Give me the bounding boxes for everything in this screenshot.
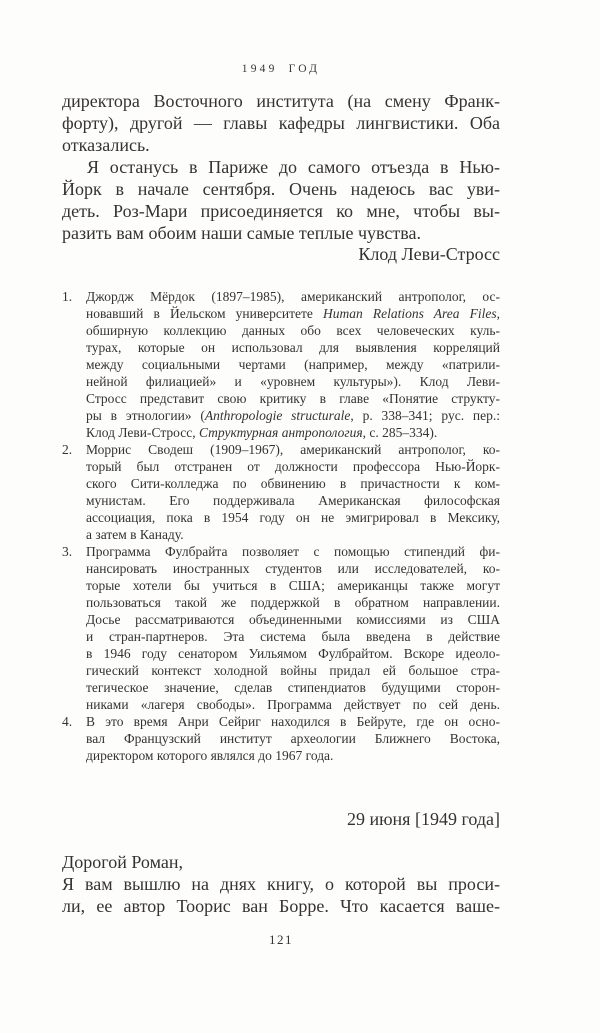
footnote-text — [86, 543, 500, 713]
text-line: Клод Леви-Стросс, Структурная антропология, с. 285–334). — [86, 425, 438, 440]
text-line: торые хотели бы учиться в США; американцы также могут — [86, 578, 500, 593]
text-line: директором которого являлся до 1967 года. — [86, 748, 334, 763]
running-head: 1949 ГОД — [241, 63, 321, 75]
text-line: между социальными чертами (например, между «патрили- — [86, 357, 500, 372]
footnote-text — [86, 441, 500, 543]
text-line: мунистам. Его поддерживала Американская философская — [86, 493, 500, 508]
text-line: Джордж Мёрдок (1897–1985), американский антрополог, ос- — [86, 289, 500, 304]
letter-date: 29 июня [1949 года] — [346, 809, 500, 829]
text-line: отказались. — [62, 135, 150, 155]
text-line: разить вам обоим наши самые теплые чувства. — [62, 223, 422, 243]
text-line: гический контекст холодной войны придал ей большое стра- — [86, 663, 500, 678]
footnote-number: 3. — [62, 544, 73, 559]
text-line: вал Французский институт археологии Ближнего Востока, — [86, 731, 500, 746]
text-line: директора Восточного института (на смену Франк- — [62, 91, 500, 111]
text-line: деть. Роз-Мари присоединяется ко мне, чтобы вы- — [62, 201, 500, 221]
text-line: ры в этнологии» (Anthropologie structurale, p. 338–341; рус. пер.: — [86, 408, 500, 423]
text-line: никами «лагеря свободы». Программа действует по сей день. — [86, 697, 500, 712]
text-line: тегическое значение, сделав стипендиатов будущими сторон- — [86, 680, 500, 695]
text-line: Досье рассматриваются объединенными комиссиями из США — [86, 612, 500, 627]
text-line: Йорк в начале сентября. Очень надеюсь вас уви- — [62, 179, 500, 199]
text-line: в 1946 году сенатором Уильямом Фулбрайтом. Вскоре идеоло- — [86, 646, 500, 661]
footnote — [62, 543, 500, 713]
footnote — [62, 441, 500, 543]
text-line: а затем в Канаду. — [86, 527, 184, 542]
footnote-text — [86, 288, 500, 441]
text-line: ского Сити-колледжа по обвинению в причастности к ком- — [86, 476, 500, 491]
text-line: В это время Анри Сейриг находился в Бейруте, где он осно- — [86, 714, 500, 729]
text-line: пользоваться такой же поддержкой в обратном направлении. — [86, 595, 500, 610]
footnote — [62, 713, 500, 764]
footnote-number: 1. — [62, 289, 73, 304]
text-line: Моррис Сводеш (1909–1967), американский антрополог, ко- — [86, 442, 500, 457]
footnote-number: 2. — [62, 442, 73, 457]
footnote-text — [86, 713, 500, 764]
footnotes — [62, 288, 500, 764]
text-line: Я останусь в Париже до самого отъезда в Нью- — [87, 157, 500, 177]
second-letter — [62, 851, 500, 917]
signature: Клод Леви-Стросс — [358, 244, 500, 264]
text-line: нансировать иностранных студентов или исследователей, ко- — [86, 561, 500, 576]
letter-paragraph — [62, 156, 500, 244]
text-line: нейной филиацией» и «уровнем культуры»). Клод Леви- — [86, 374, 500, 389]
second-letter-text — [62, 873, 500, 917]
text-line: ли, ее автор Тоорис ван Борре. Что касается ваше- — [62, 896, 500, 916]
text-line: новавший в Йельском университете Human Relations Area Files, — [86, 306, 500, 321]
page-number: 121 — [269, 932, 293, 947]
text-line: Программа Фулбрайта позволяет с помощью стипендий фи- — [86, 544, 500, 559]
letter-paragraph — [62, 90, 500, 156]
footnote-number: 4. — [62, 714, 73, 729]
text-line: обширную коллекцию данных обо всех человеческих куль- — [86, 323, 500, 338]
text-line: и стран-партнеров. Эта система была введена в действие — [86, 629, 500, 644]
text-line: турах, которые он использовал для выявления корреляций — [86, 340, 500, 355]
text-line: форту), другой — главы кафедры лингвистики. Оба — [62, 113, 500, 133]
text-line: торый был отстранен от должности профессора Нью-Йорк- — [86, 459, 500, 474]
text-line: Я вам вышлю на днях книгу, о которой вы проси- — [62, 874, 500, 894]
footnote — [62, 288, 500, 441]
text-line: ассоциация, пока в 1954 году он не эмигрировал в Мексику, — [86, 510, 500, 525]
salutation: Дорогой Роман, — [62, 852, 183, 872]
letter-body — [62, 90, 500, 244]
text-line: Стросс представит свою критику в главе «Понятие структу- — [86, 391, 500, 406]
